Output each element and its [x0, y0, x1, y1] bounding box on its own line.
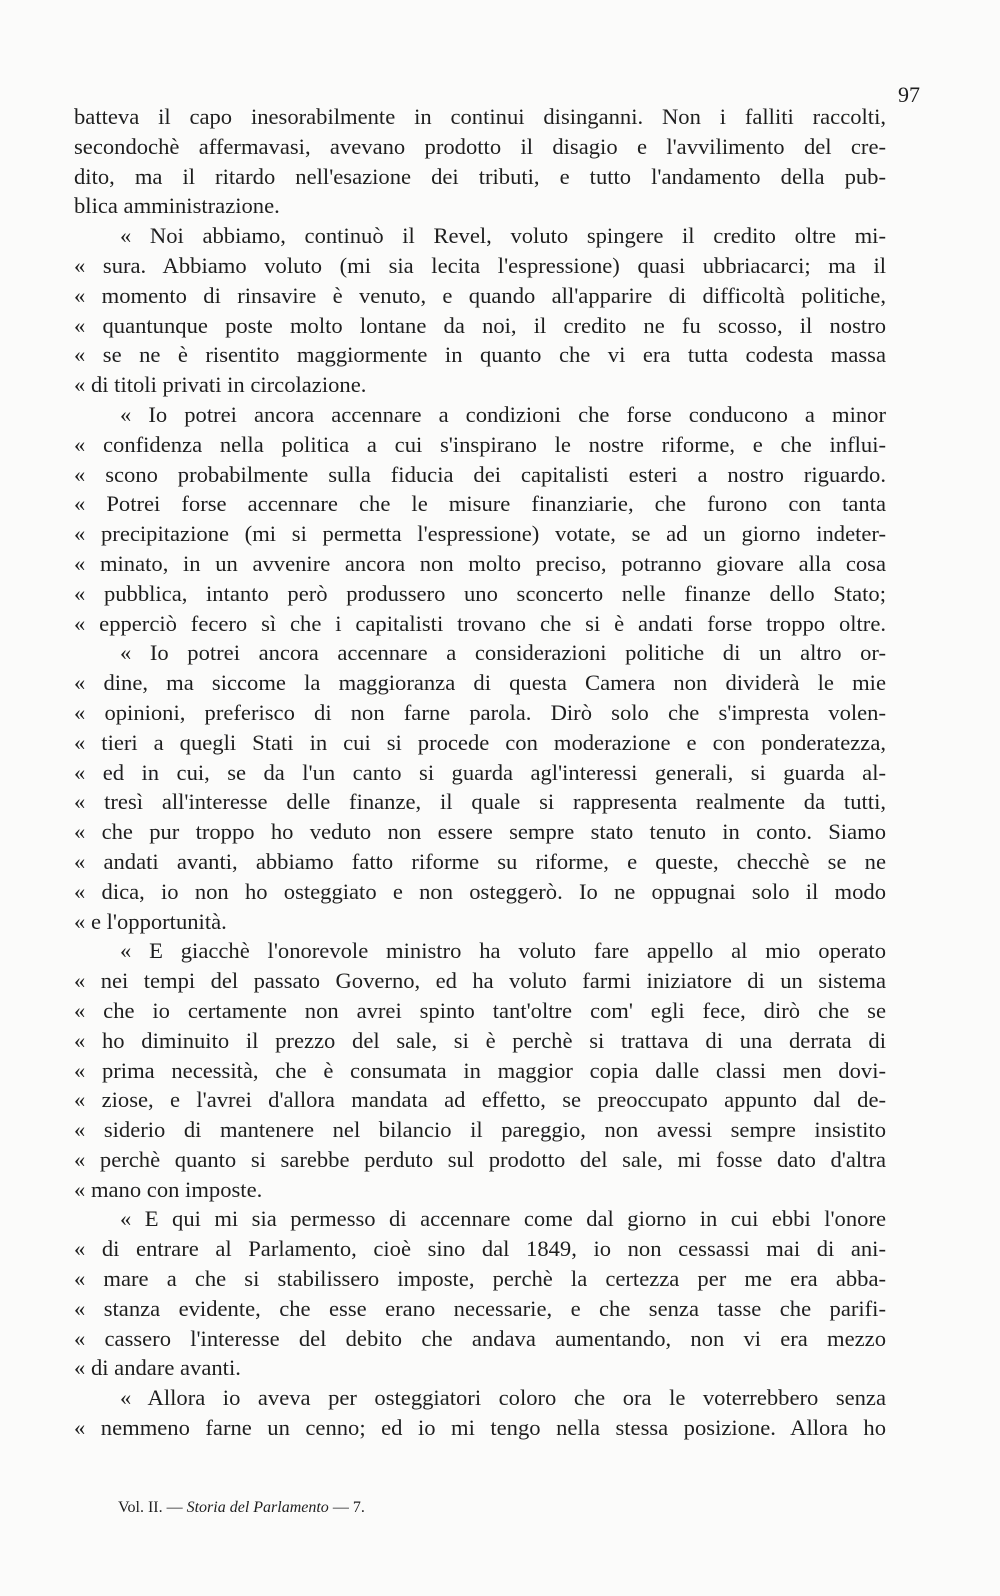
text-line: « epperciò fecero sì che i capitalisti trovano che si è andati forse troppo oltre.	[74, 610, 886, 636]
text-line: « prima necessità, che è consumata in maggior copia dalle classi men dovi-	[74, 1057, 886, 1083]
page-number: 97	[898, 82, 920, 107]
text-line: « dine, ma siccome la maggioranza di questa Camera non dividerà le mie	[74, 670, 886, 696]
text-line: « Io potrei ancora accennare a condizioni che forse conducono a minor	[120, 401, 886, 427]
text-line: dito, ma il ritardo nell'esazione dei tributi, e tutto l'andamento della pub-	[74, 163, 886, 189]
text-line: blica amministrazione.	[74, 193, 280, 219]
footer-volume: Vol. II. —	[118, 1499, 187, 1516]
text-line: « momento di rinsavire è venuto, e quando all'apparire di difficoltà politiche,	[74, 282, 886, 308]
body-text	[74, 102, 886, 1443]
footer-title: Storia del Parlamento	[186, 1499, 329, 1516]
text-line: « di entrare al Parlamento, cioè sino dal 1849, io non cessassi mai di ani-	[74, 1236, 886, 1262]
text-line: « mano con imposte.	[74, 1176, 263, 1202]
text-line: « tieri a quegli Stati in cui si procede con moderazione e con ponderatezza,	[74, 729, 886, 755]
text-line: batteva il capo inesorabilmente in continui disinganni. Non i falliti raccolti,	[74, 104, 886, 129]
text-line: « Allora io aveva per osteggiatori coloro che ora le voterrebbero senza	[120, 1385, 886, 1411]
text-line: « siderio di mantenere nel bilancio il pareggio, non avessi sempre insistito	[74, 1117, 886, 1143]
text-line: « andati avanti, abbiamo fatto riforme su riforme, e queste, checchè se ne	[74, 848, 886, 874]
text-line: « E giacchè l'onorevole ministro ha voluto fare appello al mio operato	[120, 938, 886, 964]
text-line: « confidenza nella politica a cui s'inspirano le nostre riforme, e che influi-	[74, 431, 886, 457]
text-line: « di titoli privati in circolazione.	[74, 372, 367, 398]
text-line: « precipitazione (mi si permetta l'espressione) votate, se ad un giorno indeter-	[74, 521, 886, 547]
text-line: « tresì all'interesse delle finanze, il quale si rappresenta realmente da tutti,	[74, 789, 886, 815]
text-line: « quantunque poste molto lontane da noi, il credito ne fu scosso, il nostro	[74, 312, 886, 338]
text-line: « Potrei forse accennare che le misure finanziarie, che furono con tanta	[74, 491, 886, 517]
text-line: « nemmeno farne un cenno; ed io mi tengo nella stessa posizione. Allora ho	[74, 1415, 886, 1441]
text-line: « di andare avanti.	[74, 1355, 241, 1381]
text-line: « sura. Abbiamo voluto (mi sia lecita l'espressione) quasi ubbriacarci; ma il	[74, 252, 886, 278]
text-line: « ed in cui, se da l'un canto si guarda agl'interessi generali, si guarda al-	[74, 759, 886, 785]
page-footer	[118, 1500, 365, 1516]
text-line: « mare a che si stabilissero imposte, perchè la certezza per me era abba-	[74, 1266, 886, 1292]
text-line: « perchè quanto si sarebbe perduto sul prodotto del sale, mi fosse dato d'altra	[74, 1146, 886, 1172]
text-line: « E qui mi sia permesso di accennare come dal giorno in cui ebbi l'onore	[120, 1206, 886, 1232]
text-line: « scono probabilmente sulla fiducia dei capitalisti esteri a nostro riguardo.	[74, 461, 886, 487]
text-line: « se ne è risentito maggiormente in quanto che vi era tutta codesta massa	[74, 342, 886, 368]
text-line: « che pur troppo ho veduto non essere sempre stato tenuto in conto. Siamo	[74, 819, 886, 845]
footer-suffix: — 7.	[328, 1499, 365, 1516]
text-line: « che io certamente non avrei spinto tant'oltre com' egli fece, dirò che se	[74, 997, 886, 1023]
text-line: « ziose, e l'avrei d'allora mandata ad effetto, se preoccupato appunto dal de-	[74, 1087, 886, 1113]
text-line: « Noi abbiamo, continuò il Revel, voluto spingere il credito oltre mi-	[120, 223, 886, 249]
text-line: « stanza evidente, che esse erano necessarie, e che senza tasse che parifi-	[74, 1295, 886, 1321]
text-line: « dica, io non ho osteggiato e non osteggerò. Io ne oppugnai solo il modo	[74, 878, 886, 904]
text-line: « ho diminuito il prezzo del sale, si è perchè si trattava di una derrata di	[74, 1027, 886, 1053]
text-line: « pubblica, intanto però produssero uno sconcerto nelle finanze dello Stato;	[74, 580, 886, 606]
text-line: « cassero l'interesse del debito che andava aumentando, non vi era mezzo	[74, 1325, 886, 1351]
text-line: « opinioni, preferisco di non farne parola. Dirò solo che s'impresta volen-	[74, 699, 886, 725]
text-line: « e l'opportunità.	[74, 908, 227, 934]
text-line: « Io potrei ancora accennare a considerazioni politiche di un altro or-	[120, 640, 886, 666]
text-line: « nei tempi del passato Governo, ed ha voluto farmi iniziatore di un sistema	[74, 968, 886, 994]
text-line: secondochè affermavasi, avevano prodotto il disagio e l'avvilimento del cre-	[74, 133, 886, 159]
text-line: « minato, in un avvenire ancora non molto preciso, potranno giovare alla cosa	[74, 550, 886, 576]
